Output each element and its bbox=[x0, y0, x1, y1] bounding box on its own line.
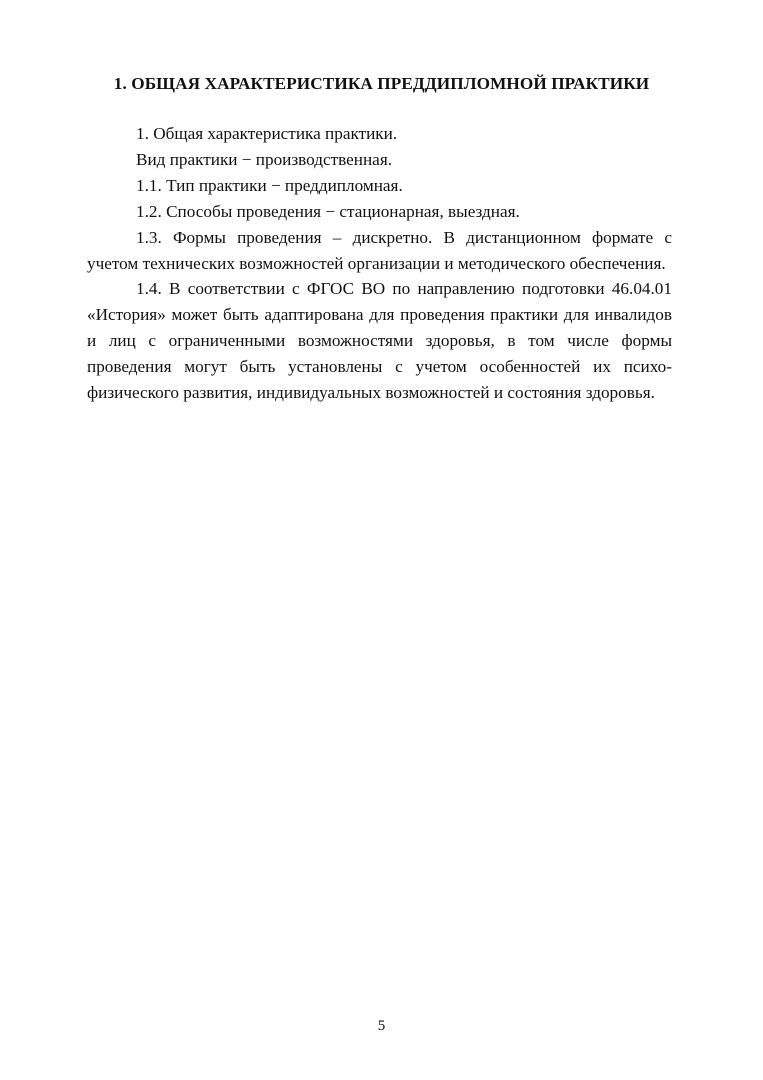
paragraph-fgos-adaptation: 1.4. В соответствии с ФГОС ВО по направлению подготовки 46.04.01 «История» может быть адаптирована для проведения практики для инвалидов и лиц с ограниченными возможностями здоровья, в том числе формы проведения могут быть установлены с учетом особенностей их психофизического развития, индивидуальных возможностей и состояния здоровья. bbox=[87, 279, 672, 403]
paragraph-general-characteristics: 1. Общая характеристика практики. bbox=[136, 124, 398, 143]
paragraph-conduct-methods: 1.2. Способы проведения − стационарная, выездная. bbox=[136, 201, 520, 221]
paragraph-conduct-forms: 1.3. Формы проведения – дискретно. В дистанционном формате с учетом технических возможностей организации и методического обеспечения. bbox=[87, 227, 672, 273]
page-number: 5 bbox=[377, 1018, 386, 1034]
paragraph-practice-kind: Вид практики − производственная. bbox=[136, 149, 393, 169]
document-body bbox=[87, 121, 672, 406]
section-heading: 1. ОБЩАЯ ХАРАКТЕРИСТИКА ПРЕДДИПЛОМНОЙ ПРАКТИКИ bbox=[113, 74, 650, 93]
paragraph-practice-type: 1.1. Тип практики − преддипломная. bbox=[136, 175, 403, 195]
